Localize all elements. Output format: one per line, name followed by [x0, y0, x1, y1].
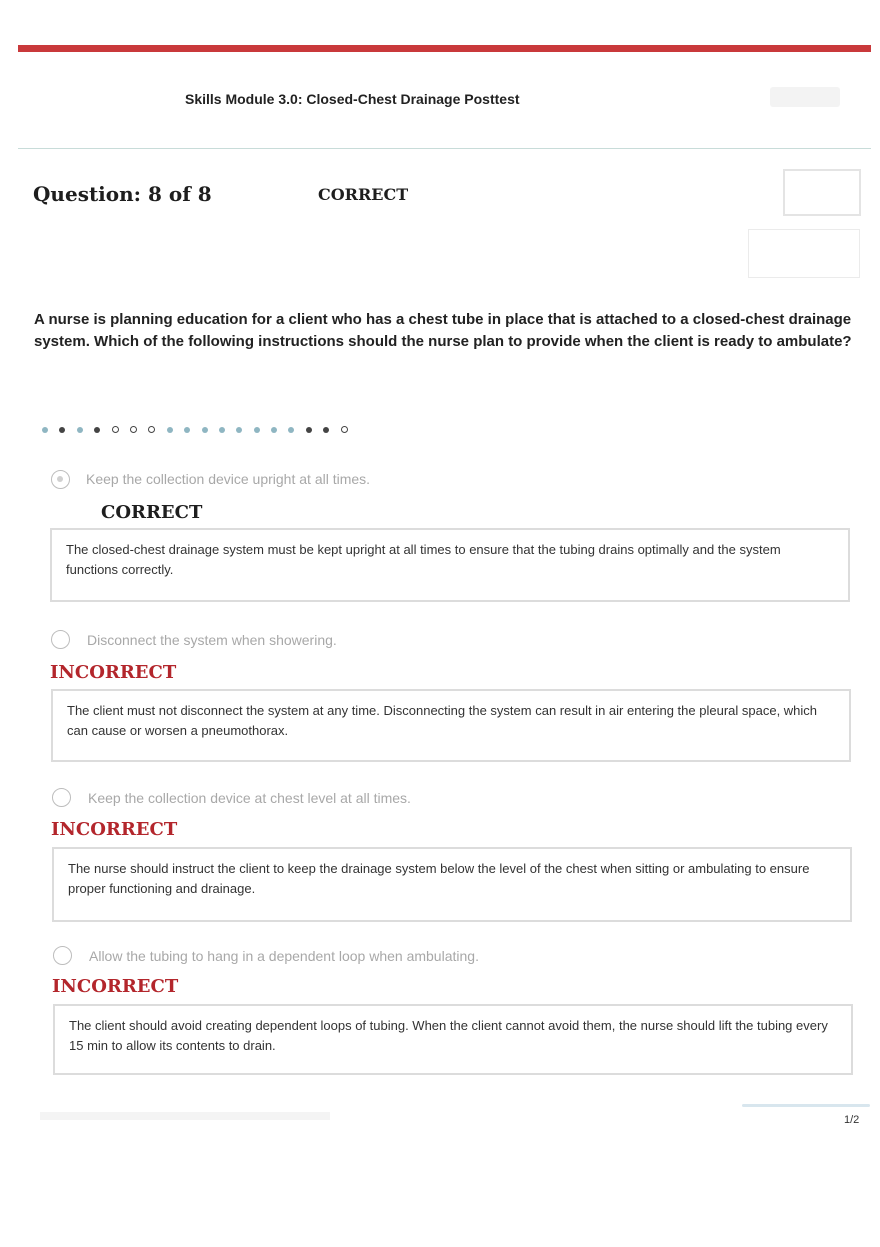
- progress-dot[interactable]: [148, 426, 155, 433]
- option-2-text[interactable]: Disconnect the system when showering.: [87, 632, 337, 648]
- option-1-feedback: The closed-chest drainage system must be kept upright at all times to ensure that the tubing drains optimally and the system functions correctly.: [50, 528, 850, 602]
- option-3-feedback: The nurse should instruct the client to keep the drainage system below the level of the chest when sitting or ambulating to ensure proper functioning and drainage.: [52, 847, 852, 922]
- accent-bar: [18, 45, 871, 52]
- faint-header-button[interactable]: [770, 87, 840, 107]
- option-4-feedback: The client should avoid creating dependent loops of tubing. When the client cannot avoid them, the nurse should lift the tubing every 15 min to allow its contents to drain.: [53, 1004, 853, 1075]
- option-4-radio-icon[interactable]: [53, 946, 72, 965]
- progress-dot[interactable]: [130, 426, 137, 433]
- progress-dot[interactable]: [167, 427, 173, 433]
- header-divider: [18, 148, 871, 149]
- progress-dot[interactable]: [59, 427, 65, 433]
- option-1-verdict: CORRECT: [101, 502, 203, 523]
- option-4-text[interactable]: Allow the tubing to hang in a dependent loop when ambulating.: [89, 948, 479, 964]
- option-4-verdict: INCORRECT: [52, 976, 179, 997]
- question-status: CORRECT: [318, 185, 409, 204]
- faint-action-button[interactable]: [748, 229, 860, 278]
- progress-dot[interactable]: [323, 427, 329, 433]
- option-2-feedback: The client must not disconnect the system at any time. Disconnecting the system can result in air entering the pleural space, which can cause or worsen a pneumothorax.: [51, 689, 851, 762]
- progress-dot[interactable]: [77, 427, 83, 433]
- progress-dot[interactable]: [112, 426, 119, 433]
- progress-dot[interactable]: [219, 427, 225, 433]
- faint-footer-button[interactable]: [742, 1104, 870, 1107]
- progress-dot[interactable]: [236, 427, 242, 433]
- progress-dot[interactable]: [254, 427, 260, 433]
- page-title: Skills Module 3.0: Closed-Chest Drainage Posttest: [185, 91, 520, 107]
- progress-dot[interactable]: [42, 427, 48, 433]
- option-2-radio-icon[interactable]: [51, 630, 70, 649]
- option-3-verdict: INCORRECT: [51, 819, 178, 840]
- progress-dot[interactable]: [94, 427, 100, 433]
- option-1-text[interactable]: Keep the collection device upright at all times.: [86, 471, 371, 487]
- page-number: 1/2: [844, 1114, 860, 1126]
- option-3-text[interactable]: Keep the collection device at chest level at all times.: [88, 790, 411, 806]
- option-2-verdict: INCORRECT: [50, 662, 177, 683]
- progress-dot[interactable]: [288, 427, 294, 433]
- progress-dot[interactable]: [306, 427, 312, 433]
- question-progress-dots: [42, 426, 348, 433]
- progress-dot[interactable]: [341, 426, 348, 433]
- question-stem: A nurse is planning education for a client who has a chest tube in place that is attached to a closed-chest drainage system. Which of the following instructions should the nurse plan to provide when the client is ready to ambulate?: [34, 311, 852, 350]
- faint-nav-button[interactable]: [783, 169, 861, 216]
- progress-dot[interactable]: [202, 427, 208, 433]
- option-3-radio-icon[interactable]: [52, 788, 71, 807]
- progress-dot[interactable]: [271, 427, 277, 433]
- option-1-radio-icon[interactable]: [51, 470, 70, 489]
- progress-dot[interactable]: [184, 427, 190, 433]
- question-counter: Question: 8 of 8: [33, 182, 212, 206]
- faint-footer-text: [40, 1112, 330, 1120]
